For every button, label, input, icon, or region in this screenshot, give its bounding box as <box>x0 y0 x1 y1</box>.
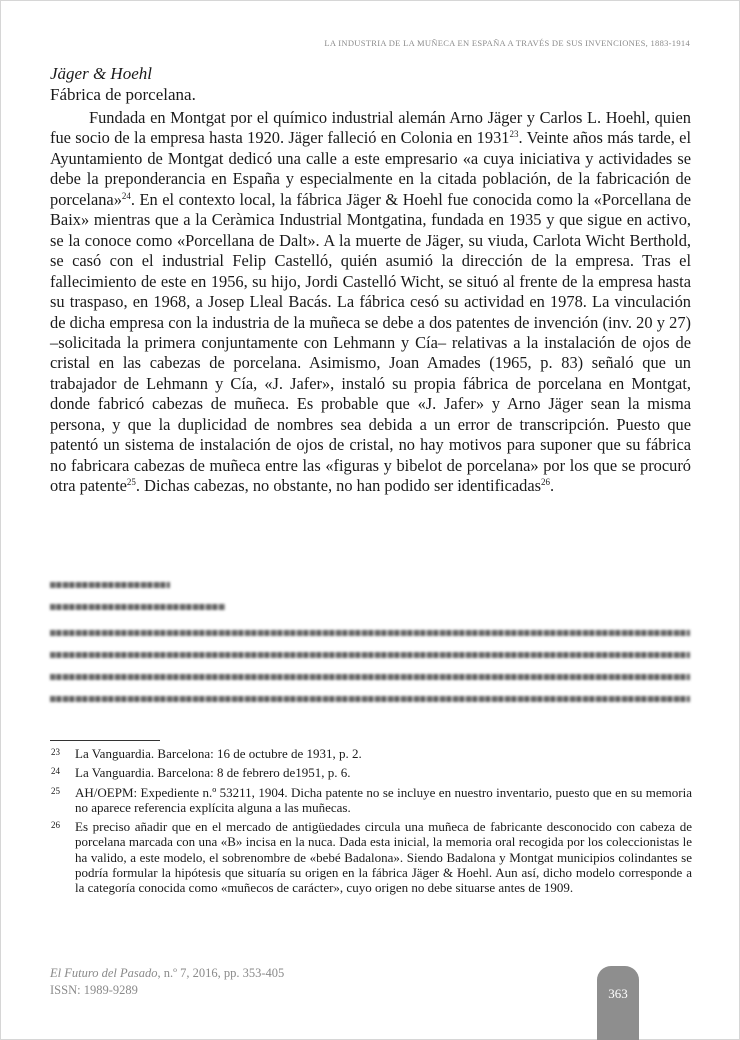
footnote-number: 23 <box>51 747 60 757</box>
obscured-line <box>50 604 225 610</box>
footnote-text: Es preciso añadir que en el mercado de antigüedades circula una muñeca de fabricante desconocido con cabeza de porcelana marcada con una «B» incisa en la nuca. Dada esta inicial, la memoria oral recogida por los coleccionistas le ha valido, a este modelo, el sobrenombre de «bebé Badalona». Siendo Badalona y Montgat municipios colindantes se podría formular la hipótesis que situaría su origen en la fábrica Jäger & Hoehl. Aun así, dicho modelo corresponde a la categoría conocida como «muñecos de carácter», cuyo origen no debe situarse antes de 1909. <box>75 819 692 896</box>
footnote-number: 26 <box>51 820 60 831</box>
obscured-line <box>50 630 690 636</box>
obscured-line <box>50 674 690 680</box>
body-text <box>50 108 691 497</box>
footnote-23 <box>50 746 692 761</box>
footnote-text: La Vanguardia. Barcelona: 8 de febrero de1951, p. 6. <box>75 765 351 781</box>
running-header: LA INDUSTRIA DE LA MUÑECA EN ESPAÑA A TRAVÉS DE SUS INVENCIONES, 1883-1914 <box>324 38 690 48</box>
journal-issue: , n.º 7, 2016, pp. 353-405 <box>157 966 285 980</box>
body-segment: . En el contexto local, la fábrica Jäger & Hoehl fue conocida como la «Porcellana de Baix» mientras que a la Ceràmica Industrial Montgatina, fundada en 1935 y que sigue en activo, se la conoce como «Porcellana de Dalt». A la muerte de Jäger, su viuda, Carlota Wicht Berthold, se casó con el industrial Felip Castelló, quién asumió la dirección de la empresa. Tras el fallecimiento de este en 1956, su hijo, Jordi Castelló Wicht, se situó al frente de la empresa hasta su traspaso, en 1968, a Josep Lleal Bacás. La fábrica cesó su actividad en 1978. La vinculación de dicha empresa con la industria de la muñeca se debe a dos patentes de invención (inv. 20 y 27) –solicitada la primera conjuntamente con Lehmann y Cía– relativas a la instalación de ojos de cristal en las cabezas de porcelana. Asimismo, Joan Amades (1965, p. 83) señaló que un trabajador de Lehmann y Cía, «J. Jafer», instaló su propia fábrica de porcelana en Montgat, donde fabricó cabezas de muñeca. Es probable que «J. Jafer» y Arno Jäger sean la misma persona, y que la duplicidad de nombres sea debida a un error de transcripción. Puesto que patentó un sistema de instalación de ojos de cristal, no hay motivos para suponer que su fábrica no fabricara cabezas de muñeca entre las «figuras y bibelot de porcelana» por los que se procuró otra patente <box>50 189 691 496</box>
section-title: Jäger & Hoehl <box>50 64 152 83</box>
body-segment: . Dichas cabezas, no obstante, no han podido ser identificadas <box>135 476 541 496</box>
page-number: 363 <box>608 986 628 1001</box>
obscured-line <box>50 696 690 702</box>
footnote-rule <box>50 740 160 741</box>
footnote-ref-23[interactable]: 23 <box>509 129 519 140</box>
footnote-text: La Vanguardia. Barcelona: 16 de octubre de 1931, p. 2. <box>75 746 362 761</box>
obscured-line <box>50 652 690 658</box>
footnotes <box>50 746 692 900</box>
footnote-number: 25 <box>51 785 60 796</box>
footnote-26 <box>50 819 692 895</box>
footer-issn: ISSN: 1989-9289 <box>50 983 138 997</box>
footnote-ref-26[interactable]: 26 <box>541 477 550 488</box>
footnote-text: AH/OEPM: Expediente n.º 53211, 1904. Dicha patente no se incluye en nuestro inventario, puesto que en su memoria no aparece referencia explícita alguna a las muñecas. <box>75 784 692 815</box>
journal-name: El Futuro del Pasado <box>50 966 158 980</box>
body-segment: Fundada en Montgat por el químico industrial alemán Arno Jäger y Carlos L. Hoehl, quien fue socio de la empresa hasta 1920. Jäger falleció en Colonia en 1931 <box>50 108 691 148</box>
footnote-ref-25[interactable]: 25 <box>126 477 136 488</box>
body-segment: . Veinte años más tarde, el Ayuntamiento de Montgat dedicó una calle a este empresario «a cuya iniciativa y actividades se debe la preponderancia en España y especialmente en la citada población, de la fabricación de porcelana» <box>50 128 691 209</box>
body-paragraph <box>50 108 691 497</box>
body-segment: . <box>550 476 555 496</box>
footer-journal <box>50 966 284 981</box>
page-number-tab <box>597 966 639 1040</box>
footnote-24 <box>50 765 692 780</box>
obscured-line <box>50 582 170 588</box>
footnote-ref-24[interactable]: 24 <box>121 190 131 201</box>
section-subtitle: Fábrica de porcelana. <box>50 85 196 104</box>
footnote-25 <box>50 785 692 816</box>
obscured-text-block <box>50 578 690 708</box>
footnote-number: 24 <box>51 766 60 777</box>
